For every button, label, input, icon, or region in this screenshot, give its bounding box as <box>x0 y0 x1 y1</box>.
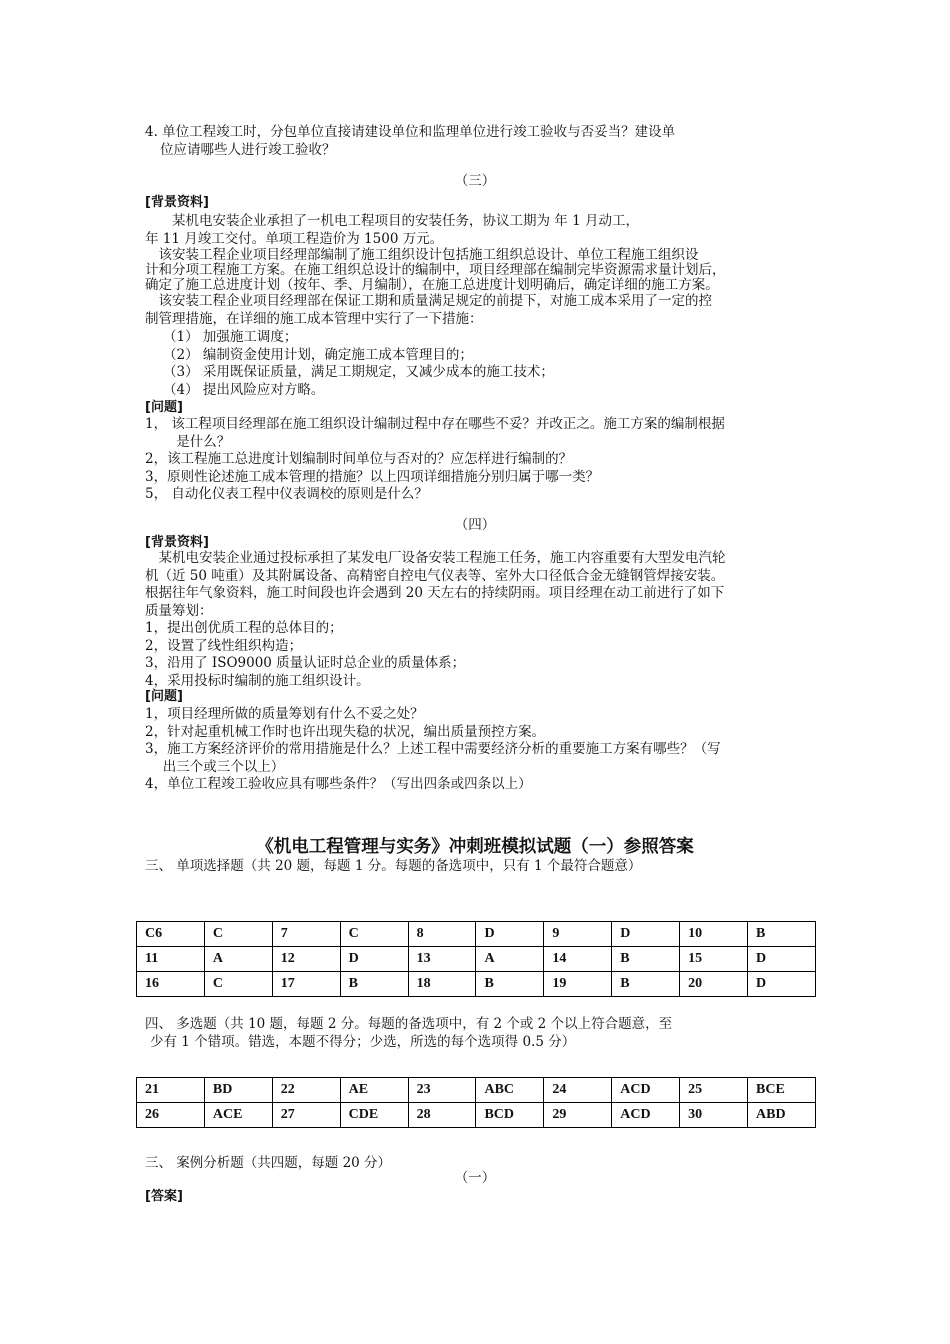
table-cell: C <box>204 922 272 947</box>
measure-item: （2） 编制资金使用计划，确定施工成本管理目的； <box>163 346 473 363</box>
background-line: 某机电安装企业通过投标承担了某发电厂设备安装工程施工任务，施工内容重要有大型发电汽轮 <box>145 550 726 566</box>
multi-choice-answer-table <box>136 1077 816 1128</box>
table-cell: B <box>476 972 544 997</box>
table-cell: ACE <box>204 1103 272 1128</box>
case-4-questions <box>145 706 721 794</box>
table-cell: 23 <box>408 1078 476 1103</box>
table-cell: 22 <box>272 1078 340 1103</box>
plan-item: 2，设置了线性组织构造； <box>145 637 303 654</box>
table-cell: 18 <box>408 972 476 997</box>
plan-item: 3，沿用了 ISO9000 质量认证时总企业的质量体系； <box>145 655 466 671</box>
background-line: 确定了施工总进度计划（按年、季、月编制），在施工总进度计划明确后，确定详细的施工方案。 <box>145 277 719 293</box>
table-cell: 14 <box>544 947 612 972</box>
table-cell: 10 <box>680 922 748 947</box>
measure-item: （4） 提出风险应对方略。 <box>163 381 325 398</box>
case-4-questions-label: [问题] <box>145 689 183 704</box>
table-cell: 19 <box>544 972 612 997</box>
table-cell: D <box>612 922 680 947</box>
background-line: 制管理措施，在详细的施工成本管理中实行了一下措施： <box>145 310 483 327</box>
single-choice-answer-table <box>136 921 816 997</box>
question-4-line-1: 4. 单位工程竣工时，分包单位直接请建设单位和监理单位进行竣工验收与否妥当？建设单 <box>145 124 676 140</box>
table-cell: ACD <box>612 1078 680 1103</box>
table-cell: B <box>748 922 816 947</box>
background-line: 质量筹划： <box>145 602 213 619</box>
table-cell: 11 <box>137 947 205 972</box>
table-cell: A <box>204 947 272 972</box>
question-item: 5， 自动化仪表工程中仪表调校的原则是什么？ <box>145 486 428 502</box>
table-cell: A <box>476 947 544 972</box>
table-cell: 26 <box>137 1103 205 1128</box>
table-cell: ACD <box>612 1103 680 1128</box>
case-3-questions-label: [问题] <box>145 400 183 415</box>
question-item: 2，该工程施工总进度计划编制时间单位与否对的？应怎样进行编制的？ <box>145 451 573 467</box>
table-cell: 12 <box>272 947 340 972</box>
table-cell: D <box>476 922 544 947</box>
question-item: 出三个或三个以上） <box>145 758 285 775</box>
case-3-heading: （三） <box>454 173 496 189</box>
table-cell: 27 <box>272 1103 340 1128</box>
question-item: 1，项目经理所做的质量筹划有什么不妥之处？ <box>145 706 424 722</box>
table-cell: AE <box>340 1078 408 1103</box>
table-cell: 29 <box>544 1103 612 1128</box>
background-line: 年 11 月竣工交付。单项工程造价为 1500 万元。 <box>145 230 444 247</box>
plan-item: 1，提出创优质工程的总体目的； <box>145 620 343 636</box>
question-item: 是什么？ <box>145 433 231 450</box>
case-3-background <box>145 213 726 328</box>
table-row <box>137 1103 816 1128</box>
background-line: 该安装工程企业项目经理部编制了施工组织设计包括施工组织总设计、单位工程施工组织设 <box>145 247 699 263</box>
table-cell: ABC <box>476 1078 544 1103</box>
case-3-background-label: [背景资料] <box>145 195 209 210</box>
table-row <box>137 972 816 997</box>
table-cell: 7 <box>272 922 340 947</box>
background-line: 该安装工程企业项目经理部在保证工期和质量满足规定的前提下，对施工成本采用了一定的控 <box>145 293 712 309</box>
table-cell: 30 <box>680 1103 748 1128</box>
background-line: 某机电安装企业承担了一机电工程项目的安装任务，协议工期为 年 1 月动工， <box>145 213 639 229</box>
table-cell: 20 <box>680 972 748 997</box>
case-4-background <box>145 550 726 690</box>
table-cell: D <box>748 972 816 997</box>
table-cell: 17 <box>272 972 340 997</box>
case-3-questions <box>145 416 725 504</box>
table-row <box>137 922 816 947</box>
table-cell: B <box>340 972 408 997</box>
measure-item: （1） 加强施工调度； <box>163 329 298 345</box>
table-cell: ABD <box>748 1103 816 1128</box>
question-4-line-2: 位应请哪些人进行竣工验收？ <box>160 142 336 158</box>
question-item: 3，原则性论述施工成本管理的措施？以上四项详细措施分别归属于哪一类？ <box>145 468 600 485</box>
case-analysis-heading: 三、 案例分析题（共四题，每题 20 分） <box>145 1155 392 1171</box>
table-cell: 9 <box>544 922 612 947</box>
table-cell: CDE <box>340 1103 408 1128</box>
table-cell: D <box>340 947 408 972</box>
table-cell: 8 <box>408 922 476 947</box>
table-cell: 24 <box>544 1078 612 1103</box>
table-cell: 13 <box>408 947 476 972</box>
table-cell: C6 <box>137 922 205 947</box>
table-cell: B <box>612 972 680 997</box>
background-line: 计和分项工程施工方案。在施工组织总设计的编制中，项目经理部在编制完毕资源需求量计划后， <box>145 262 726 278</box>
case-4-background-label: [背景资料] <box>145 535 209 550</box>
measure-item: （3） 采用既保证质量，满足工期规定，又减少成本的施工技术； <box>163 364 554 380</box>
table-cell: B <box>612 947 680 972</box>
plan-item: 4，采用投标时编制的施工组织设计。 <box>145 672 370 689</box>
table-cell: 15 <box>680 947 748 972</box>
table-cell: BD <box>204 1078 272 1103</box>
table-cell: BCD <box>476 1103 544 1128</box>
table-cell: 28 <box>408 1103 476 1128</box>
table-cell: 21 <box>137 1078 205 1103</box>
table-row <box>137 947 816 972</box>
table-cell: 16 <box>137 972 205 997</box>
question-item: 1， 该工程项目经理部在施工组织设计编制过程中存在哪些不妥？并改正之。施工方案的编制根据 <box>145 416 725 432</box>
question-item: 2，针对起重机械工作时也许出现失稳的状况，编出质量预控方案。 <box>145 723 546 740</box>
table-cell: BCE <box>748 1078 816 1103</box>
table-row <box>137 1078 816 1103</box>
table-cell: C <box>204 972 272 997</box>
question-item: 3，施工方案经济评价的常用措施是什么？上述工程中需要经济分析的重要施工方案有哪些？（写 <box>145 741 721 757</box>
table-cell: C <box>340 922 408 947</box>
table-cell: D <box>748 947 816 972</box>
question-item: 4，单位工程竣工验收应具有哪些条件？（写出四条或四条以上） <box>145 776 532 792</box>
case-4-heading: （四） <box>454 517 496 533</box>
multi-choice-heading-line-1: 四、 多选题（共 10 题，每题 2 分。每题的备选项中，有 2 个或 2 个以上符合题意，至 <box>145 1016 673 1032</box>
background-line: 机（近 50 吨重）及其附属设备、高精密自控电气仪表等、室外大口径低合金无缝钢管焊接安装。 <box>145 567 725 584</box>
case-1-heading: （一） <box>454 1170 496 1186</box>
multi-choice-heading-line-2: 少有 1 个错项。错选，本题不得分；少选，所选的每个选项得 0.5 分） <box>150 1034 576 1050</box>
answers-title: 《机电工程管理与实务》冲刺班模拟试题（一）参照答案 <box>256 837 694 857</box>
case-3-measures <box>163 329 554 399</box>
background-line: 根据往年气象资料，施工时间段也许会遇到 20 天左右的持续阴雨。项目经理在动工前进行了如下 <box>145 585 725 601</box>
table-cell: 25 <box>680 1078 748 1103</box>
answer-label: [答案] <box>145 1189 183 1204</box>
single-choice-heading: 三、 单项选择题（共 20 题，每题 1 分。每题的备选项中，只有 1 个最符合题意） <box>145 858 642 874</box>
